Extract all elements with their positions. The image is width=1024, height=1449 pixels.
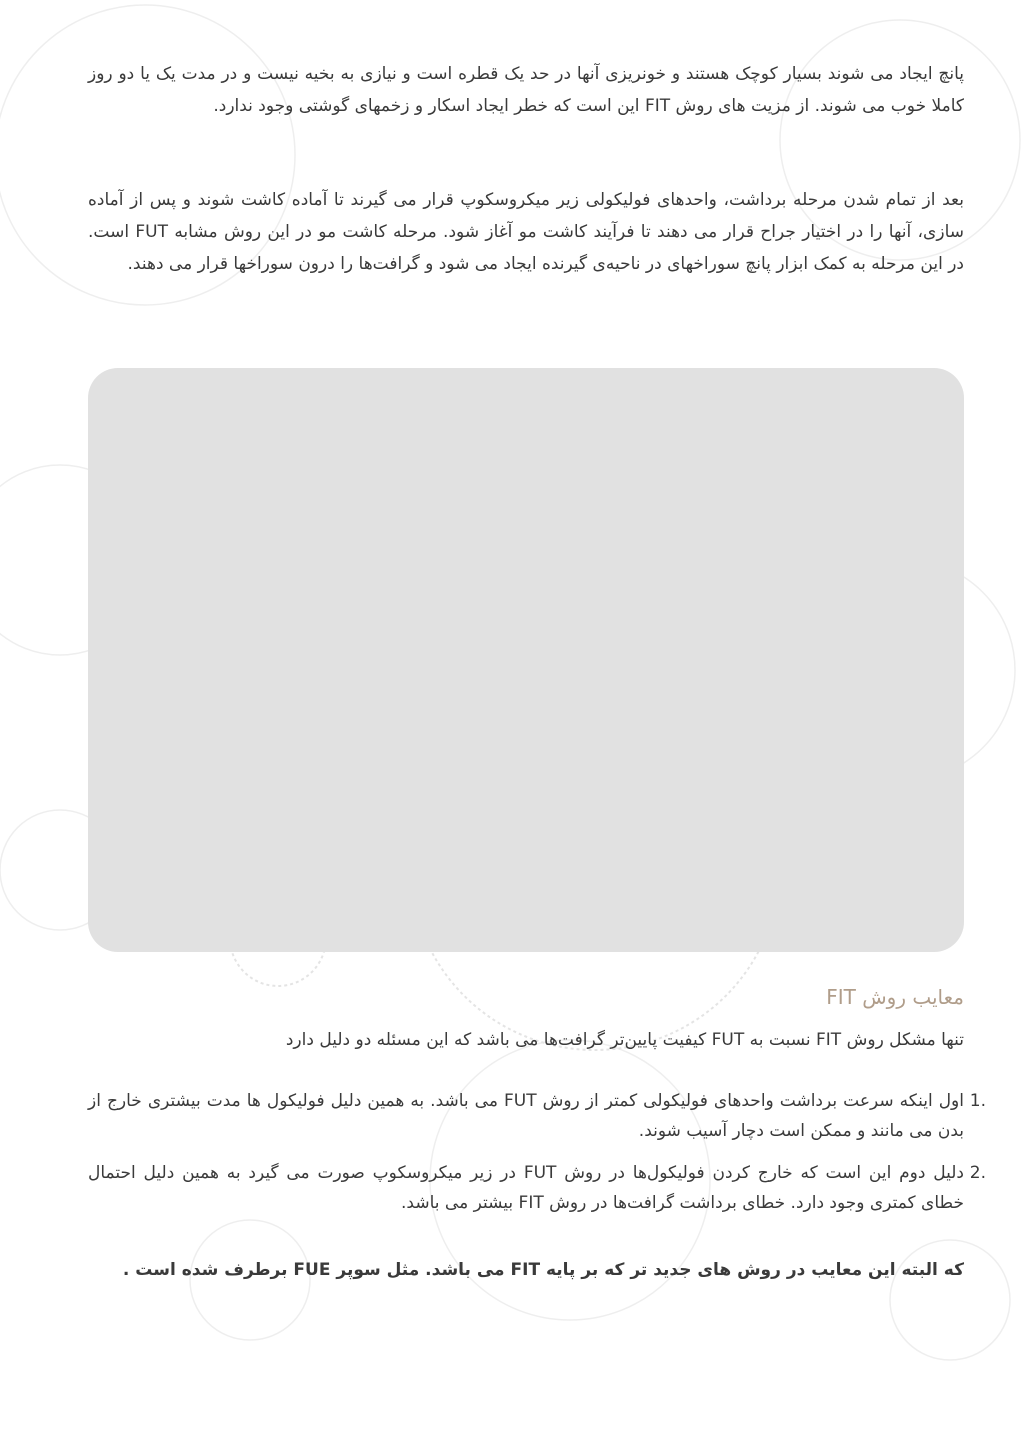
paragraph-punch-healing: پانچ ایجاد می شوند بسیار کوچک هستند و خونریزی آنها در حد یک قطره است و نیازی به بخیه نیست و در مدت یک یا دو روز کاملا خوب می شوند. از مزیت های روش FIT این است که خطر ایجاد اسکار و زخمهای گوشتی وجود ندارد. bbox=[88, 64, 964, 116]
reasons-list bbox=[88, 1086, 986, 1230]
paragraph-disadvantages-intro: تنها مشکل روش FIT نسبت به FUT کیفیت پایین‌تر گرافت‌ها می باشد که این مسئله دو دلیل دارد bbox=[285, 1030, 964, 1050]
list-item bbox=[88, 1086, 986, 1146]
list-item-text: دلیل دوم این است که خارج کردن فولیکول‌ها در روش FUT در زیر میکروسکوپ صورت می گیرد به همین دلیل احتمال خطای کمتری وجود دارد. خطای برداشت گرافت‌ها در روش FIT بیشتر می باشد. bbox=[88, 1163, 964, 1213]
list-item bbox=[88, 1158, 986, 1218]
article-image-placeholder bbox=[88, 368, 964, 952]
paragraph-implantation-stage: بعد از تمام شدن مرحله برداشت، واحدهای فولیکولی زیر میکروسکوپ قرار می گیرند تا آماده کاشت شوند و پس از آماده سازی، آنها را در اختیار جراح قرار می دهند تا فرآیند کاشت مو آغاز شود. مرحله کاشت مو در این روش مشابه FUT است. در این مرحله به کمک ابزار پانچ سوراخهای در ناحیه‌ی گیرنده ایجاد می شود و گرافت‌ها را درون سوراخها قرار می دهند. bbox=[88, 190, 964, 274]
section-heading-fit-disadvantages: معایب روش FIT bbox=[826, 985, 964, 1009]
list-item-text: اول اینکه سرعت برداشت واحدهای فولیکولی کمتر از روش FUT می باشد. به همین دلیل فولیکول ها مدت بیشتری خارج از بدن می مانند و ممکن است دچار آسیب شوند. bbox=[88, 1091, 964, 1141]
list-item-number: 1. bbox=[969, 1091, 986, 1111]
list-item-number: 2. bbox=[969, 1163, 986, 1183]
paragraph-bold-note: که البته این معایب در روش های جدید تر که بر پایه FIT می باشد. مثل سوپر FUE برطرف شده است . bbox=[122, 1260, 964, 1280]
